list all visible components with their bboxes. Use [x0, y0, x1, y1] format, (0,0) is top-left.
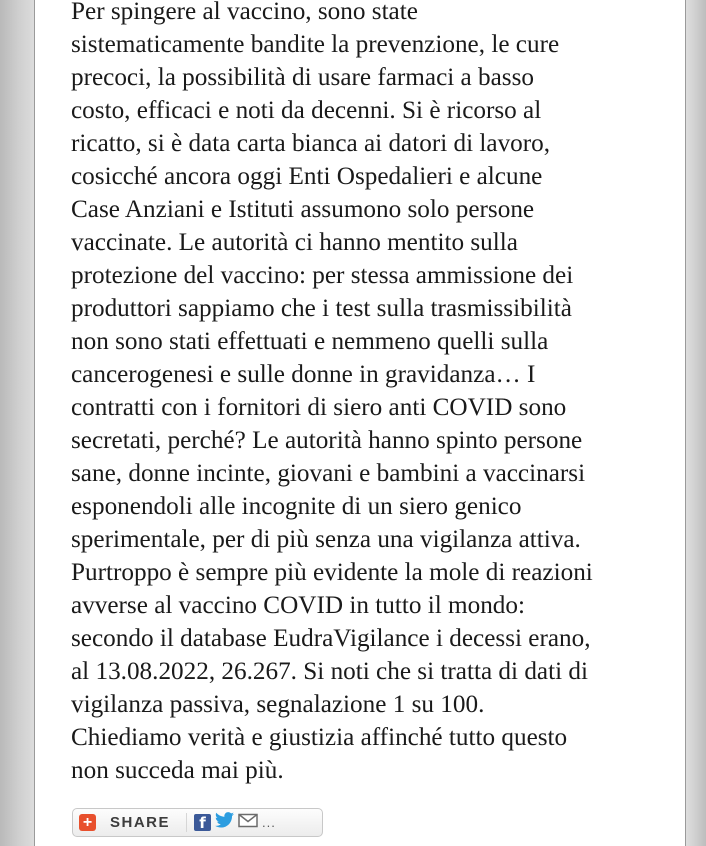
email-icon[interactable] — [238, 813, 258, 833]
share-services — [194, 812, 276, 833]
article-body: Per spingere al vaccino, sono state sistematicamente bandite la prevenzione, le cure precoci, la possibilità di usare farmaci a basso costo, efficaci e noti da decenni. Si è ricorso al ricatto, si è data carta bianca ai datori di lavoro, cosicché ancora oggi Enti Ospedalieri e alcune Case Anziani e Istituti assumono solo persone vaccinate. Le autorità ci hanno mentito sulla protezione del vaccino: per stessa ammissione dei produttori sappiamo che i test sulla trasmissibilità non sono stati effettuati e nemmeno quelli sulla cancerogenesi e sulle donne in gravidanza… I contratti con i fornitori di siero anti COVID sono secretati, perché? Le autorità hanno spinto persone sane, donne incinte, giovani e bambini a vaccinarsi esponendoli alle incognite di un siero genico sperimentale, per di più senza una vigilanza attiva. Purtroppo è sempre più evidente la mole di reazioni avverse al vaccino COVID in tutto il mondo: secondo il database EudraVigilance i decessi erano, al 13.08.2022, 26.267. Si noti che si tratta di dati di vigilanza passiva, segnalazione 1 su 100. Chiediamo verità e giustizia affinché tutto questo non succeda mai più. — [71, 0, 593, 784]
share-divider — [186, 813, 187, 832]
share-button[interactable] — [72, 808, 323, 837]
left-margin — [0, 0, 34, 846]
article-page — [34, 0, 686, 846]
right-margin — [686, 0, 706, 846]
facebook-icon[interactable]: f — [194, 814, 211, 831]
more-icon[interactable]: ... — [262, 815, 276, 830]
twitter-icon[interactable] — [215, 812, 234, 833]
share-label: SHARE — [110, 814, 171, 831]
plus-icon: + — [79, 814, 96, 831]
